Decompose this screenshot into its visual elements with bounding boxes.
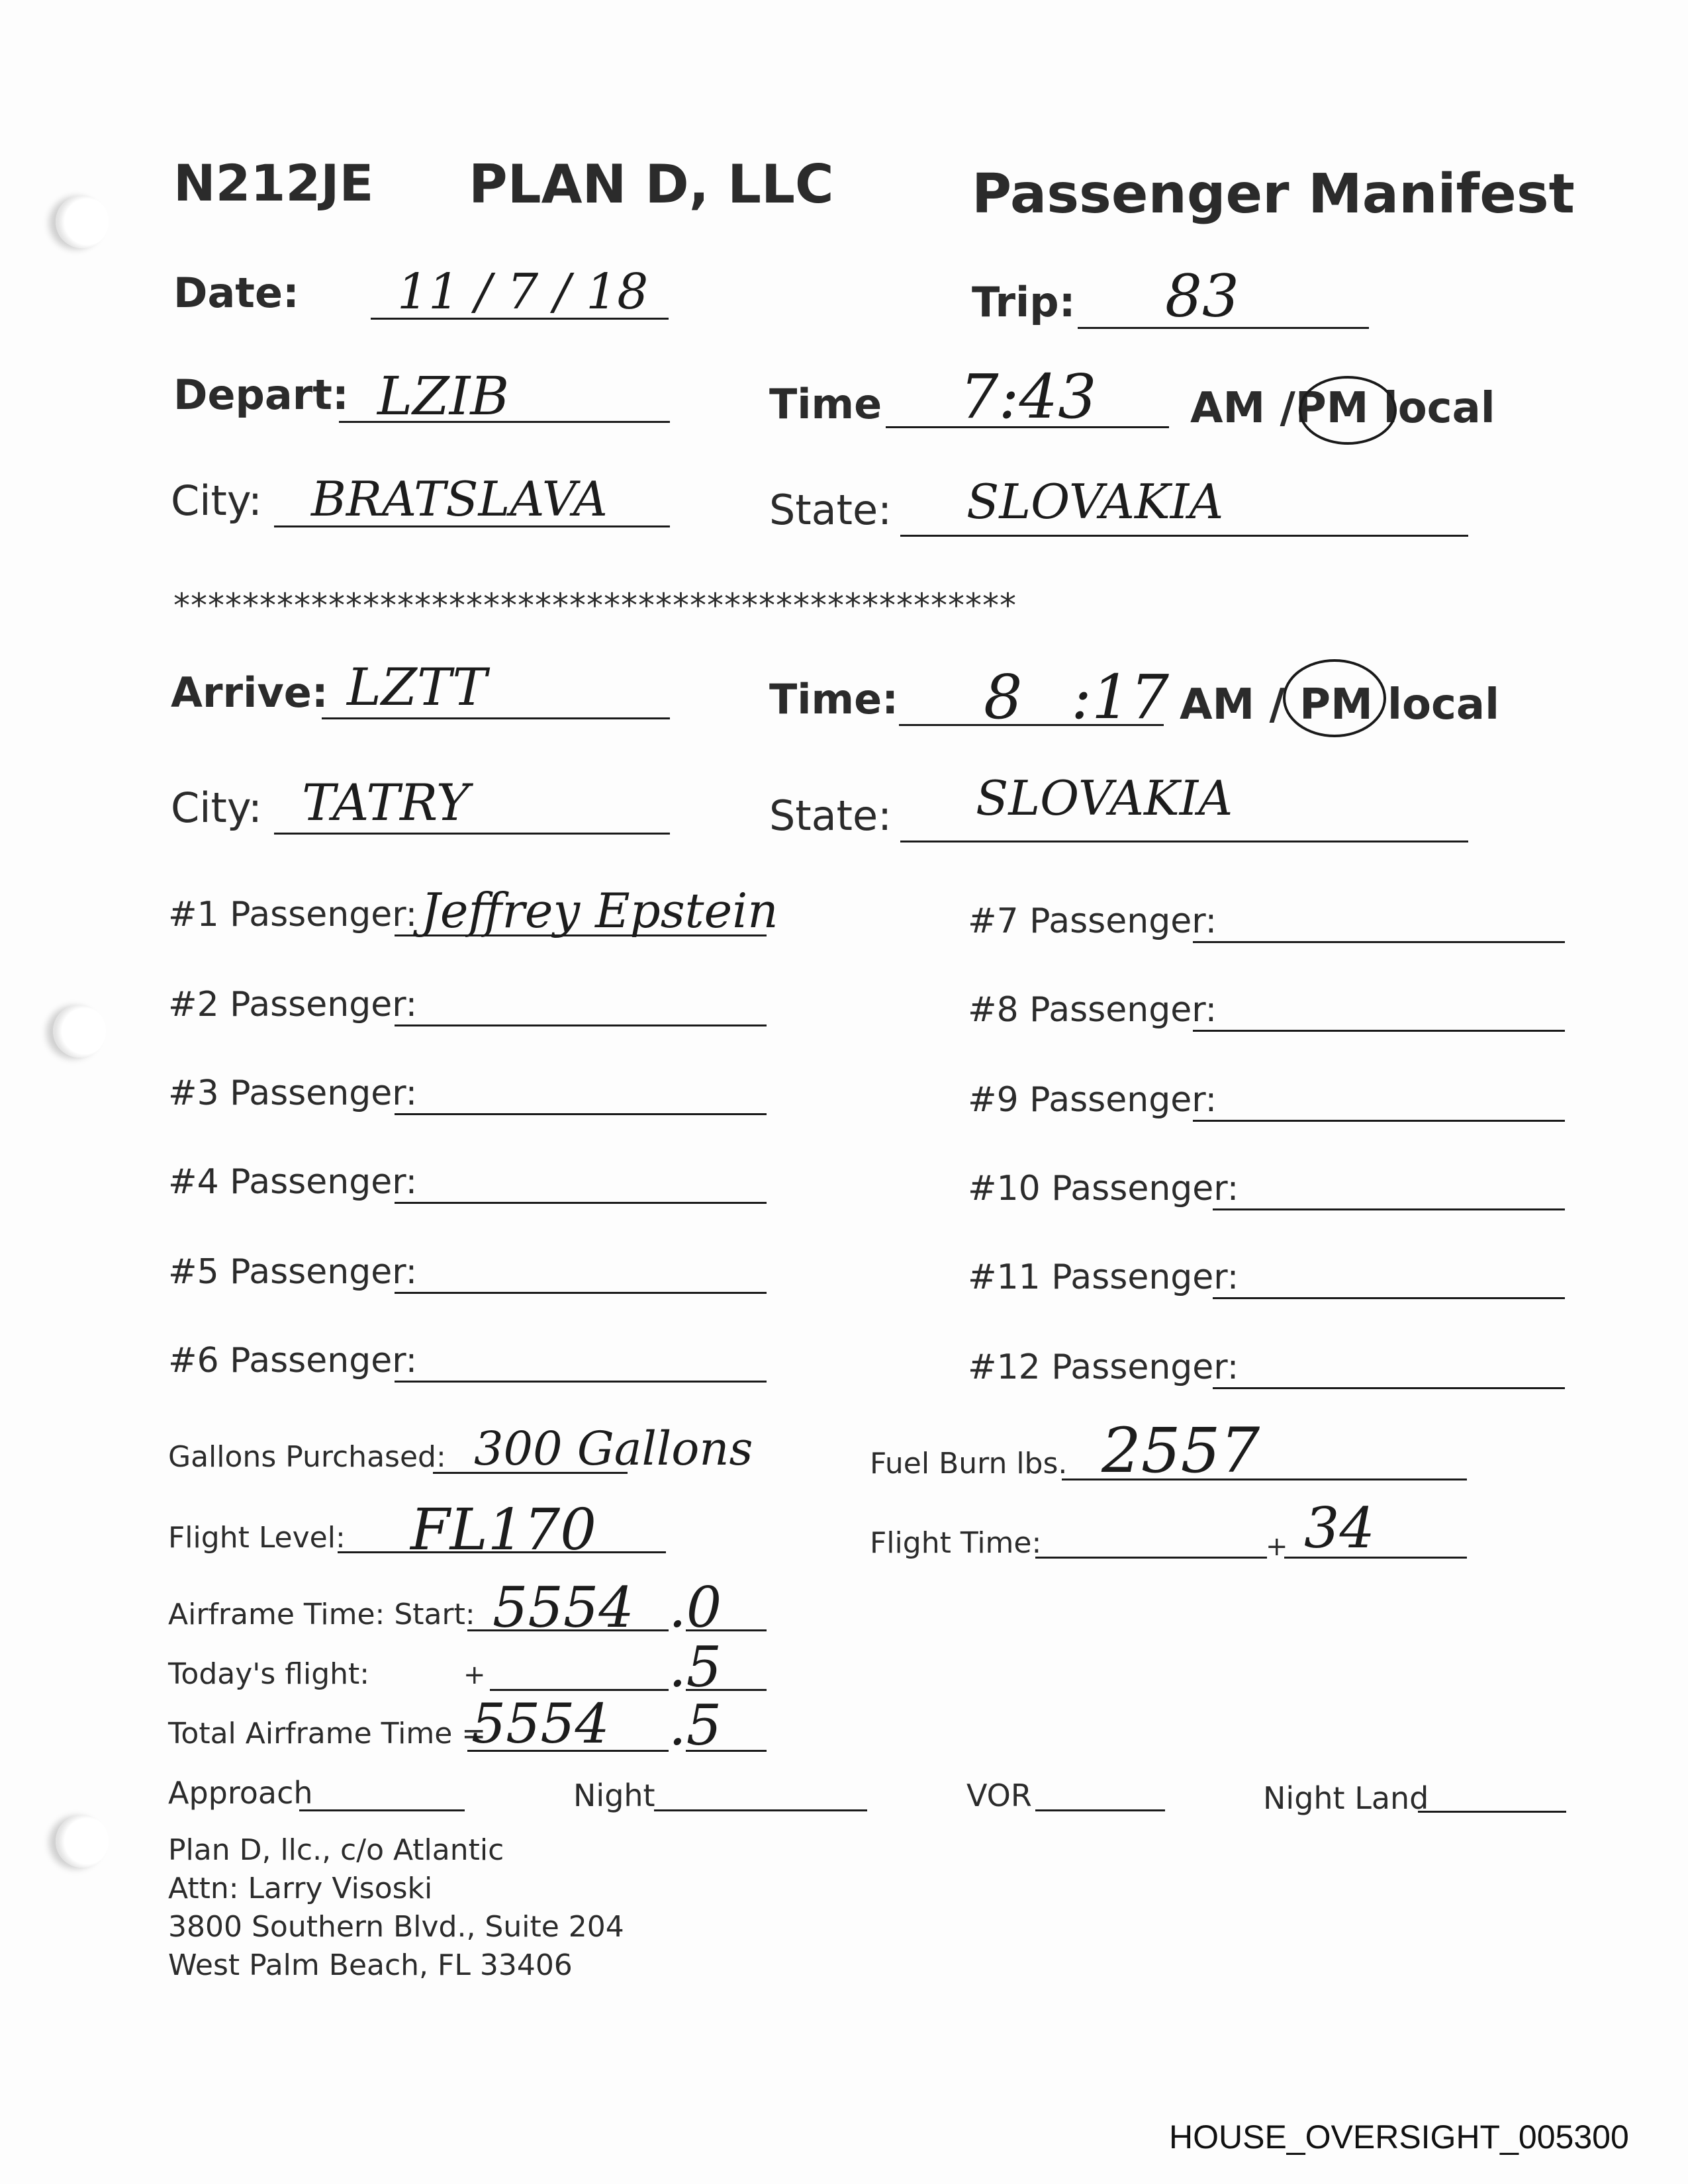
trip-value[interactable]: 83 [1165, 262, 1239, 330]
gallons-purchased-label: Gallons Purchased: [168, 1440, 446, 1474]
night-label: Night [573, 1778, 655, 1813]
binder-hole-bottom [56, 1815, 109, 1868]
flight-level-label: Flight Level: [168, 1521, 346, 1555]
airframe-start-decimal[interactable]: .0 [669, 1575, 722, 1640]
night-land-line [1418, 1811, 1566, 1813]
company-name: PLAN D, LLC [469, 154, 834, 215]
depart-state-field-line [900, 535, 1468, 537]
airframe-start-whole[interactable]: 5554 [492, 1575, 634, 1640]
address-line-1: Plan D, llc., c/o Atlantic [168, 1833, 504, 1867]
depart-value[interactable]: LZIB [377, 365, 510, 427]
todays-flight-line-whole [490, 1689, 669, 1691]
todays-flight-label: Today's flight: [168, 1657, 370, 1691]
night-land-label: Night Land [1263, 1780, 1429, 1816]
arrive-time-hour[interactable]: 8 [984, 662, 1023, 733]
passenger-12-label: #12 Passenger: [968, 1347, 1239, 1387]
todays-flight-plus: + [463, 1660, 486, 1690]
passenger-1-label: #1 Passenger: [168, 895, 418, 934]
vor-label: VOR [966, 1778, 1032, 1813]
todays-flight-decimal[interactable]: .5 [669, 1635, 722, 1700]
arrive-field-line [322, 717, 670, 719]
address-line-2: Attn: Larry Visoski [168, 1872, 433, 1905]
gallons-purchased-value[interactable]: 300 Gallons [474, 1422, 753, 1476]
depart-time-value[interactable]: 7:43 [960, 361, 1097, 432]
passenger-7-label: #7 Passenger: [968, 901, 1217, 941]
arrive-time-minute[interactable]: :17 [1071, 662, 1170, 733]
address-line-3: 3800 Southern Blvd., Suite 204 [168, 1910, 624, 1944]
passenger-6-label: #6 Passenger: [168, 1341, 418, 1381]
total-airframe-label: Total Airframe Time = [168, 1717, 487, 1751]
tail-number: N212JE [173, 154, 374, 212]
passenger-8-label: #8 Passenger: [968, 990, 1217, 1030]
binder-hole-top [56, 195, 109, 248]
depart-state-label: State: [769, 486, 892, 534]
page-title: Passenger Manifest [972, 163, 1575, 226]
airframe-start-label: Airframe Time: Start: [168, 1598, 475, 1631]
passenger-10-line [1213, 1208, 1565, 1210]
address-line-4: West Palm Beach, FL 33406 [168, 1948, 573, 1982]
passenger-5-line [395, 1292, 767, 1294]
arrive-time-label: Time: [769, 675, 898, 723]
arrive-state-field-line [900, 841, 1468, 842]
passenger-11-label: #11 Passenger: [968, 1257, 1239, 1297]
binder-hole-middle [53, 1005, 106, 1058]
date-label: Date: [173, 269, 299, 317]
total-airframe-whole[interactable]: 5554 [471, 1693, 610, 1756]
night-line [654, 1809, 867, 1811]
arrive-pm-circle [1283, 659, 1386, 737]
trip-label: Trip: [972, 278, 1076, 326]
passenger-12-line [1213, 1387, 1565, 1389]
passenger-3-line [395, 1113, 767, 1115]
passenger-6-line [395, 1381, 767, 1383]
passenger-2-line [395, 1024, 767, 1026]
flight-level-value[interactable]: FL170 [410, 1497, 596, 1563]
passenger-11-line [1213, 1297, 1565, 1299]
fuel-burn-label: Fuel Burn lbs. [870, 1447, 1068, 1480]
arrive-city-label: City: [171, 784, 262, 832]
arrive-value[interactable]: LZTT [347, 658, 487, 717]
arrive-ampm-local: AM / PM local [1180, 680, 1499, 729]
passenger-9-label: #9 Passenger: [968, 1080, 1217, 1120]
passenger-4-label: #4 Passenger: [168, 1162, 418, 1202]
flight-time-label: Flight Time: [870, 1526, 1042, 1560]
arrive-city-value[interactable]: TATRY [302, 773, 470, 832]
arrive-city-field-line [274, 833, 670, 835]
passenger-8-line [1193, 1030, 1565, 1032]
depart-city-value[interactable]: BRATSLAVA [311, 471, 608, 527]
bates-number: HOUSE_OVERSIGHT_005300 [1169, 2118, 1629, 2156]
passenger-1-value[interactable]: Jeffrey Epstein [421, 883, 778, 938]
depart-ampm-local: AM /PM local [1190, 384, 1495, 433]
passenger-7-line [1193, 941, 1565, 943]
asterisk-divider: ************************************************* [173, 586, 1017, 625]
total-airframe-decimal[interactable]: .5 [669, 1693, 722, 1758]
arrive-state-label: State: [769, 792, 892, 840]
flight-time-plus: + [1266, 1531, 1288, 1562]
flight-time-value[interactable]: 34 [1304, 1496, 1375, 1561]
passenger-10-label: #10 Passenger: [968, 1169, 1239, 1208]
arrive-state-value[interactable]: SLOVAKIA [976, 770, 1233, 826]
arrive-label: Arrive: [171, 668, 328, 717]
depart-city-label: City: [171, 477, 262, 525]
passenger-9-line [1193, 1120, 1565, 1122]
flight-time-line-hours [1035, 1557, 1267, 1559]
depart-label: Depart: [173, 371, 349, 419]
date-value[interactable]: 11 / 7 / 18 [397, 263, 649, 320]
depart-pm-circle [1299, 376, 1397, 445]
passenger-3-label: #3 Passenger: [168, 1073, 418, 1113]
depart-state-value[interactable]: SLOVAKIA [966, 474, 1224, 529]
approach-line [299, 1809, 465, 1811]
passenger-4-line [395, 1202, 767, 1204]
depart-time-label: Time [769, 380, 882, 428]
vor-line [1035, 1809, 1165, 1811]
passenger-5-label: #5 Passenger: [168, 1252, 418, 1292]
fuel-burn-value[interactable]: 2557 [1102, 1415, 1260, 1487]
passenger-2-label: #2 Passenger: [168, 985, 418, 1024]
approach-label: Approach [168, 1775, 313, 1811]
